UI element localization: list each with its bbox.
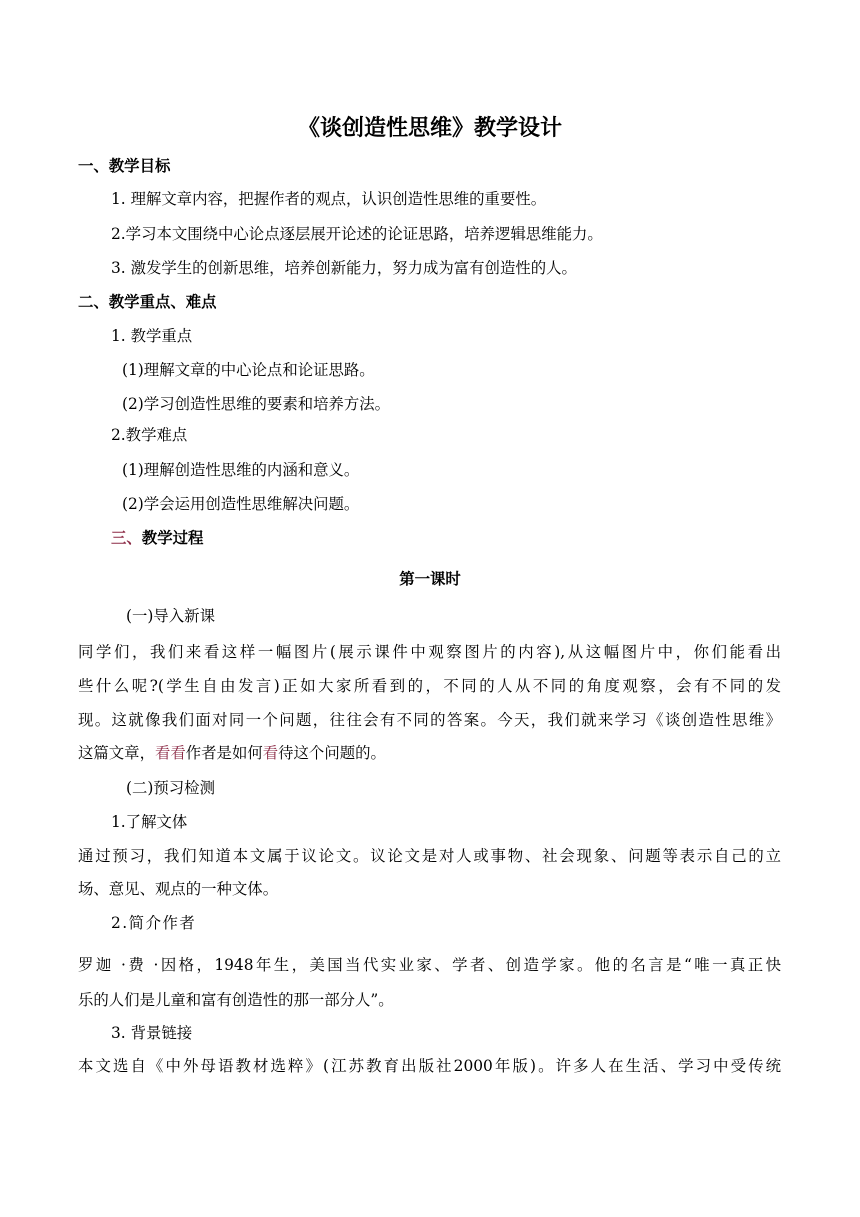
intro-highlight-1: 看看: [154, 744, 186, 762]
background-label: 3. 背景链接: [111, 1024, 193, 1042]
genre-line-2: 场、意见、观点的一种文体。: [78, 880, 279, 898]
intro-line-2: 些什么呢?(学生自由发言)正如大家所看到的，不同的人从不同的角度观察，会有不同的发: [78, 677, 781, 695]
difficult-points-label: 2.教学难点: [111, 426, 188, 444]
intro-label: (一)导入新课: [126, 607, 215, 625]
section-3-number: 三、: [111, 529, 142, 547]
document-title: 《谈创造性思维》教学设计: [297, 115, 562, 141]
key-points-label: 1. 教学重点: [111, 327, 193, 345]
section-3-text: 教学过程: [141, 529, 204, 547]
intro-line-1: 同学们，我们来看这样一幅图片(展示课件中观察图片的内容),从这幅图片中，你们能看出: [78, 643, 781, 661]
key-point-1: (1)理解文章的中心论点和论证思路。: [122, 361, 375, 379]
difficult-point-1: (1)理解创造性思维的内涵和意义。: [122, 461, 360, 479]
section-3-heading: [111, 527, 203, 549]
intro-line-4-c: 作者是如何: [185, 744, 263, 762]
difficult-point-2: (2)学会运用创造性思维解决问题。: [122, 495, 360, 513]
section-2-heading: 二、教学重点、难点: [78, 293, 217, 311]
intro-highlight-2: 看: [262, 744, 279, 762]
intro-line-4-a: 这篇文章，: [78, 744, 155, 762]
author-label: 2.简介作者: [111, 914, 197, 932]
author-line-1: 罗迦 ·费 ·因格，1948年生，美国当代实业家、学者、创造学家。他的名言是“唯一真正快: [78, 956, 781, 974]
intro-line-4: [78, 742, 386, 764]
objective-2: 2.学习本文围绕中心论点逐层展开论述的论证思路，培养逻辑思维能力。: [111, 225, 603, 243]
key-point-2: (2)学习创造性思维的要素和培养方法。: [122, 395, 391, 413]
background-line-1: 本文选自《中外母语教材选粹》(江苏教育出版社2000年版)。许多人在生活、学习中受传统: [78, 1057, 781, 1075]
genre-label: 1.了解文体: [111, 813, 188, 831]
author-line-2: 乐的人们是儿童和富有创造性的那一部分人”。: [78, 991, 394, 1009]
preview-label: (二)预习检测: [126, 779, 215, 797]
objective-1: 1. 理解文章内容，把握作者的观点，认识创造性思维的重要性。: [111, 190, 547, 208]
intro-line-4-e: 待这个问题的。: [278, 744, 386, 762]
intro-line-3: 现。这就像我们面对同一个问题，往往会有不同的答案。今天，我们就来学习《谈创造性思维》: [78, 711, 781, 729]
section-1-heading: 一、教学目标: [78, 157, 171, 175]
objective-3: 3. 激发学生的创新思维，培养创新能力，努力成为富有创造性的人。: [111, 259, 577, 277]
genre-line-1: 通过预习，我们知道本文属于议论文。议论文是对人或事物、社会现象、问题等表示自己的立: [78, 847, 781, 865]
lesson-title: 第一课时: [399, 570, 461, 588]
